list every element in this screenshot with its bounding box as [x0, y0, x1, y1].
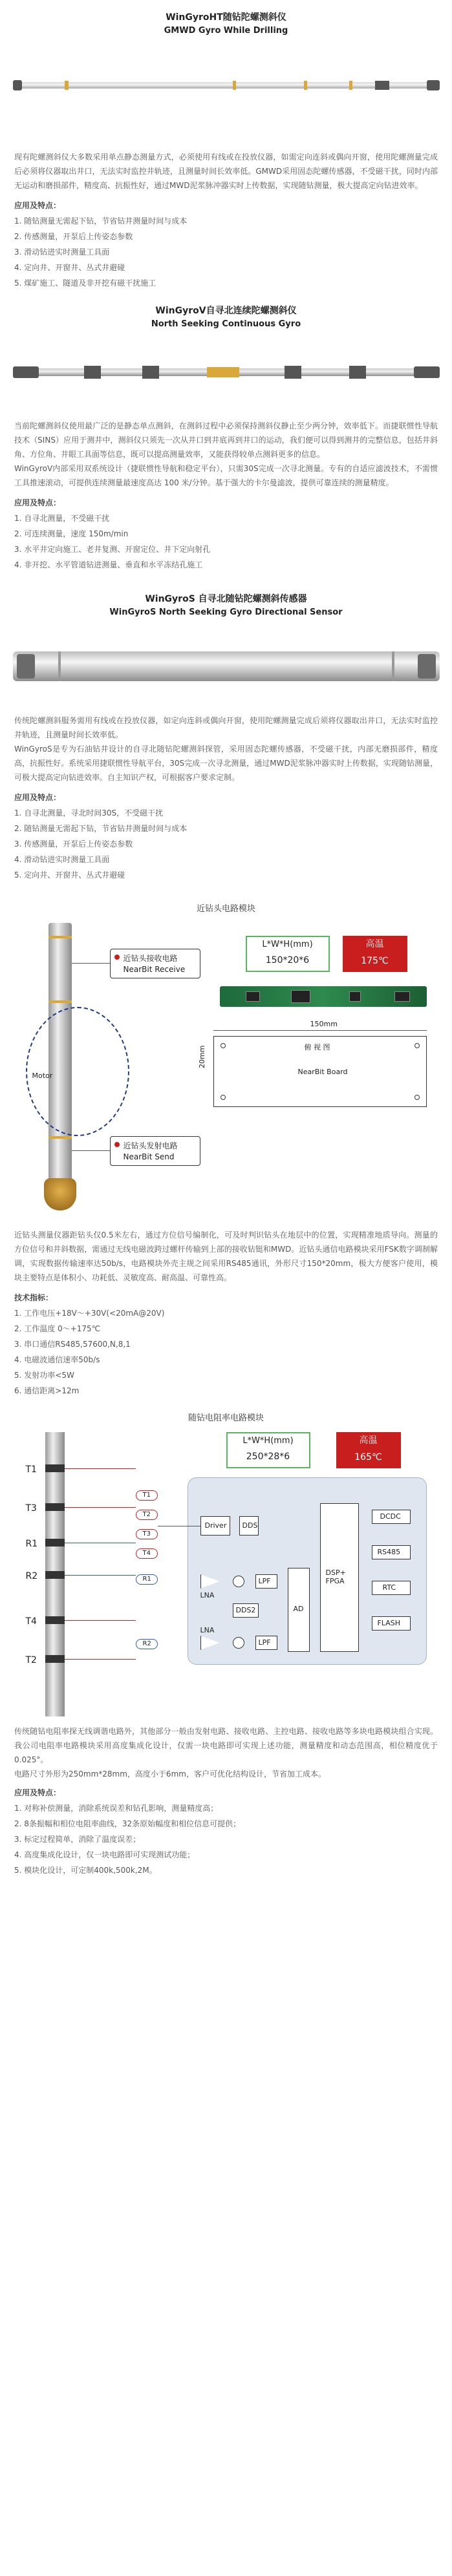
list-item: 6. 通信距离>12m: [14, 1386, 80, 1395]
receive-label-cn: 近钻头接收电路: [123, 954, 178, 963]
section-2-description: 当前陀螺测斜仪使用最广泛的是静态单点测斜，在测斜过程中必须保持测斜仪静止至少两分钟，效率低下。而捷联惯性导航技术（SINS）应用于测井中，测斜仪只须先一次从井口到井底再到井口的运动，我们便可以得到测井的完整信息，包括井斜角、方位角、井眼工具面等信息，既可以提高测量效率，又能获得较单点测斜更多的信息。 WinGyroV内部采用双系统设计（捷联惯性导航和稳定平台），只需30S完成一次寻北测量。专有的自适应滤波技术，不需惯工具推速滚动，可提供连续测量最速度高达 100 米/分钟。基于强大的卡尔曼滤波，提供可靠连续的测量精度。: [14, 421, 438, 487]
list-item: 4. 非开挖、水平管道钻进测量、垂直和水平冻结孔施工: [14, 560, 203, 569]
dims-value: 250*28*6: [246, 1452, 290, 1462]
antenna-t4: T4: [25, 1616, 37, 1627]
nearbit-specs-heading: 技术指标：: [14, 1293, 54, 1302]
send-label-en: NearBit Send: [123, 1152, 175, 1161]
dims-label: L*W*H(mm): [262, 940, 313, 949]
section-1-apps-heading: 应用及特点：: [14, 201, 61, 210]
section-1-subtitle: GMWD Gyro While Drilling: [164, 26, 288, 36]
dds2-block: DDS2: [233, 1603, 259, 1618]
receive-callout: [110, 949, 200, 978]
list-item: 1. 工作电压+18V～+30V(<20mA@20V): [14, 1309, 165, 1318]
lpf-block-1: LPF: [255, 1574, 277, 1589]
dcdc-block: DCDC: [372, 1510, 411, 1524]
resistivity-apps-list: [0, 1800, 452, 1878]
board-width: 20mm: [197, 1045, 206, 1068]
section-2-apps-list: [0, 511, 452, 573]
resistivity-diagram: [13, 1432, 440, 1716]
driver-block: Driver: [200, 1516, 230, 1536]
resistivity-description: 传统随钻电阻率探无线调谐电路外，其他部分一般由发射电路、接收电路、主控电路、接收电路等多块电路模块组合实现。我公司电阻率电路模块采用高度集成化设计，仅需一块电路即可实现上述功能，测量精度和动态范围高，相位精度优于0.025°。 电路尺寸外形为250mm*28mm，高度小于6mm，客户可优化结构设计，节省加工成本。: [14, 1727, 438, 1779]
resistivity-apps-heading: 应用及特点：: [14, 1788, 61, 1797]
list-item: 1. 自寻北测量，不受磁干扰: [14, 514, 110, 523]
motor-label: Motor: [32, 1072, 53, 1080]
directional-sensor-image: [13, 626, 440, 710]
section-1-description: 现有陀螺测斜仪大多数采用单点静态测量方式，必须使用有线或在投放仪器，如需定向连斜或偶向开窗，使用陀螺测量完成后必须将仪器取出井口，无法实时监控井轨迹，且测量时间长效率低。GMWD采用固态陀螺传感器，不受磁干扰，同时内部无运动和磨损部件，精度高、抗振性好，通过MWD泥浆脉冲器实时上传数据，实现随钻测量，极大提高定向钻进效率。: [14, 153, 438, 190]
port-r1: R1: [136, 1574, 158, 1585]
section-2-apps-heading: 应用及特点：: [14, 498, 61, 507]
list-item: 2. 可连续测量，速度 150m/min: [14, 529, 129, 538]
dsp-fpga-block: DSP+ FPGA: [320, 1503, 359, 1652]
section-3-description: 传统陀螺测斜服务需用有线或在投放仪器，如定向连斜或偶向开窗，使用陀螺测量完成后须将仪器取出井口，无法实时监控井轨迹，且测量时间长效率低。 WinGyroS是专为石油钻井设计的自寻北随钻陀螺测斜探管，采用固态陀螺传感器，不受磁干扰，内部无磨损部件，精度高，抗振性好。系统采用捷联惯性导航平台，30S完成一次寻北测量，通过MWD泥浆脉冲器实时上传数据，实现随钻测量，可极大提高定向钻进效率。自主知识产权，可根据客户要求定制。: [14, 716, 438, 782]
temp-label: 高温: [359, 1435, 378, 1446]
mixer-1: [233, 1576, 244, 1587]
dds-block: DDS: [239, 1516, 259, 1536]
port-t3: T3: [136, 1529, 158, 1539]
list-item: 4. 高度集成化设计，仅一块电路即可实现测试功能；: [14, 1850, 195, 1859]
list-item: 1. 自寻北测量，寻北时间30S，不受磁干扰: [14, 808, 164, 818]
board-name: NearBit Board: [297, 1068, 348, 1076]
nearbit-description: 近钻头测量仪器距钻头仅0.5米左右，通过方位信号编制化，可及时判识钻头在地层中的位置，实现精准地质导向。测量的方位信号和井斜数据，需通过无线电磁波跨过螺杆传输到上部的接收钻铤和MWD。近钻头通信电路模块采用FSK数字调制解调，实现数据传输速率达50b/s，电路模块外壳主规之间采用RS485通讯，外形尺寸150*20mm，极大方便客户使用，模块主要特点是体积小、功耗低、灵敏度高、耐高温、可靠性高。: [14, 1230, 438, 1282]
antenna-t3: T3: [25, 1503, 37, 1514]
section-3-apps-list: [0, 805, 452, 883]
section-2-title: WinGyroV自寻北连续陀螺测斜仪: [155, 306, 297, 316]
list-item: 3. 滑动钻进实时测量工具面: [14, 248, 110, 257]
port-t2: T2: [136, 1510, 158, 1520]
temp-value: 165℃: [354, 1452, 382, 1462]
antenna-t1: T1: [25, 1464, 37, 1475]
lpf-block-2: LPF: [255, 1636, 277, 1650]
nearbit-dims-box: [246, 936, 330, 972]
section-1-title: WinGyroHT随钻陀螺测斜仪: [166, 12, 286, 23]
list-item: 5. 模块化设计，可定制400k,500k,2M。: [14, 1866, 157, 1875]
lna-label-2: LNA: [200, 1626, 215, 1634]
resistivity-dims-box: [226, 1432, 310, 1468]
ad-block: AD: [288, 1568, 310, 1652]
list-item: 1. 随钻测量无需起下钻，节省钻井测量时间与成本: [14, 216, 188, 226]
list-item: 4. 定向井、开窗井、丛式井避碰: [14, 263, 125, 272]
rs485-block: RS485: [372, 1545, 411, 1559]
section-1-apps-list: [0, 213, 452, 291]
antenna-t2: T2: [25, 1655, 37, 1665]
list-item: 3. 串口通信RS485,57600,N,8,1: [14, 1340, 131, 1349]
nearbit-temp-box: [343, 936, 407, 972]
list-item: 3. 传感测量，开泵后上传姿态参数: [14, 839, 133, 849]
resistivity-temp-box: [336, 1432, 401, 1468]
nearbit-diagram: [13, 923, 440, 1227]
port-t4: T4: [136, 1548, 158, 1559]
dims-label: L*W*H(mm): [242, 1436, 294, 1446]
mixer-2: [233, 1637, 244, 1649]
resistivity-title: 随钻电阻率电路模块: [188, 1413, 264, 1423]
list-item: 2. 随钻测量无需起下钻，节省钻井测量时间与成本: [14, 824, 188, 833]
nearbit-title: 近钻头电路模块: [196, 904, 255, 914]
send-callout: [110, 1136, 200, 1166]
nearbit-board-drawing: [213, 1036, 427, 1107]
board-length: 150mm: [310, 1020, 338, 1028]
list-item: 3. 水平井定向施工、老井复测、开窗定位、井下定向射孔: [14, 545, 211, 554]
list-item: 4. 滑动钻进实时测量工具面: [14, 855, 110, 864]
temp-label: 高温: [365, 939, 384, 949]
antenna-r1: R1: [25, 1539, 38, 1549]
lna-label-1: LNA: [200, 1591, 215, 1599]
flash-block: FLASH: [372, 1616, 411, 1631]
list-item: 2. 工作温度 0～+175℃: [14, 1324, 101, 1333]
section-3-apps-heading: 应用及特点：: [14, 793, 61, 802]
list-item: 2. 8条振幅和相位电阻率曲线，32条原始幅度和相位信息可提供；: [14, 1819, 241, 1828]
gmwd-tool-image: [13, 47, 440, 124]
port-r2: R2: [136, 1639, 158, 1649]
list-item: 3. 标定过程简单，消除了温度误差；: [14, 1835, 141, 1844]
antenna-r2: R2: [25, 1571, 38, 1581]
board-top-text: 俯 视 图: [304, 1043, 330, 1051]
nearbit-specs-list: [0, 1305, 452, 1399]
receive-label-en: NearBit Receive: [123, 965, 186, 974]
temp-value: 175℃: [361, 956, 389, 966]
list-item: 4. 电磁波通信速率50b/s: [14, 1355, 100, 1364]
section-3-title: WinGyroS 自寻北随钻陀螺测斜传感器: [145, 594, 307, 604]
dims-value: 150*20*6: [265, 955, 310, 966]
port-t1: T1: [136, 1490, 158, 1501]
continuous-gyro-tool-image: [13, 337, 440, 408]
list-item: 1. 对称补偿测量，消除系统误差和钻孔影响，测量精度高；: [14, 1804, 219, 1813]
drill-bit: [44, 1178, 76, 1210]
list-item: 5. 发射功率<5W: [14, 1371, 74, 1380]
list-item: 2. 传感测量，开泵后上传姿态参数: [14, 232, 133, 241]
list-item: 5. 定向井、开窗井、丛式井避碰: [14, 871, 125, 880]
section-2-subtitle: North Seeking Continuous Gyro: [151, 319, 301, 329]
rtc-block: RTC: [372, 1581, 411, 1595]
list-item: 5. 煤矿施工、隧道及非开挖有磁干扰施工: [14, 279, 156, 288]
section-3-subtitle: WinGyroS North Seeking Gyro Directional Sensor: [109, 607, 343, 617]
send-label-cn: 近钻头发射电路: [123, 1141, 178, 1150]
